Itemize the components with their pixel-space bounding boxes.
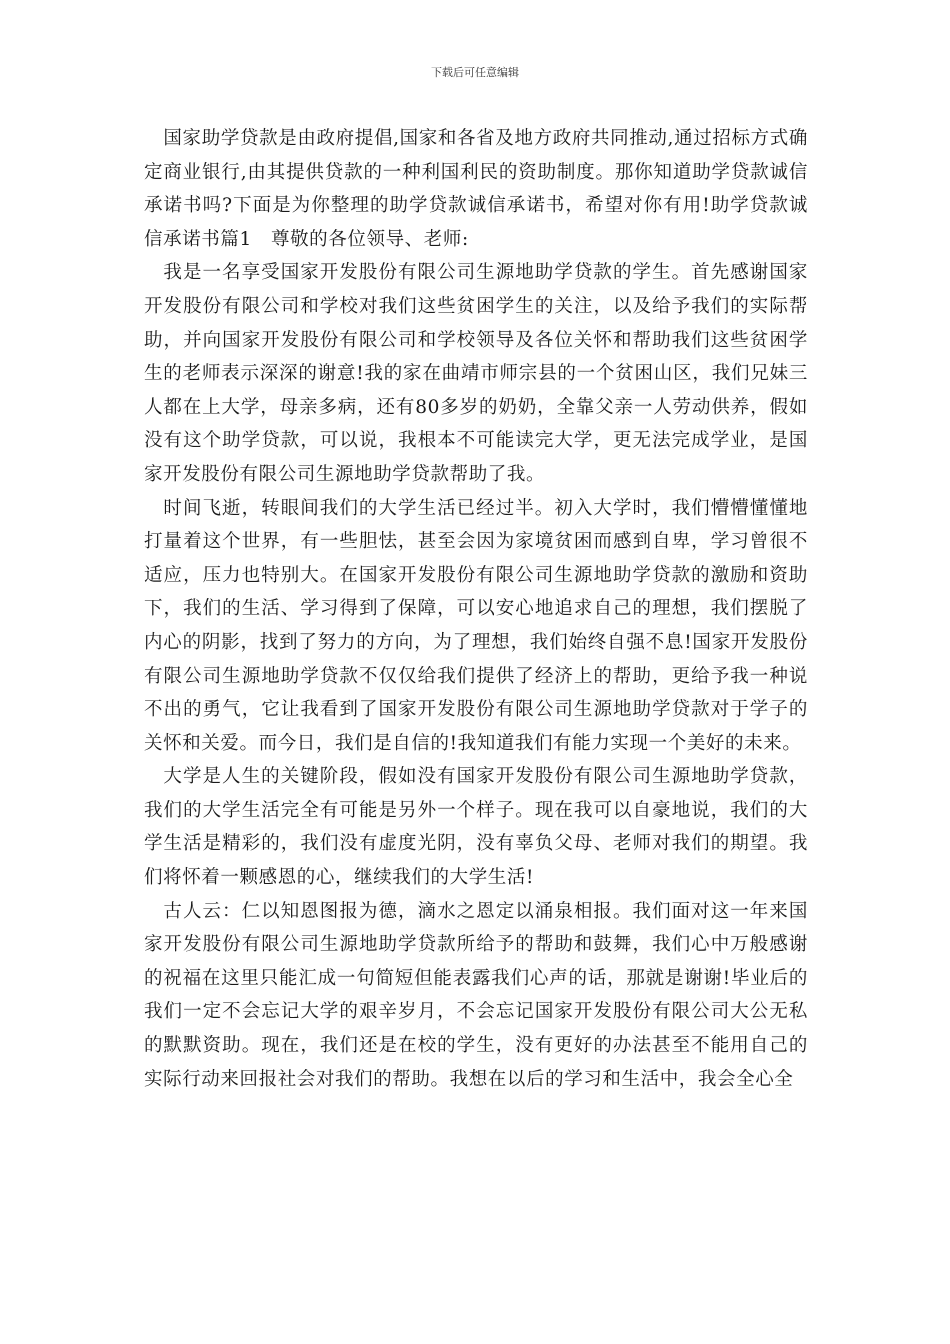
paragraph-intro: 国家助学贷款是由政府提倡,国家和各省及地方政府共同推动,通过招标方式确定商业银行,由其提供贷款的一种利国利民的资助制度。那你知道助学贷款诚信承诺书吗?下面是为你整理的助学贷款诚信承诺书，希望对你有用!助学贷款诚信承诺书篇1 尊敬的各位领导、老师: bbox=[144, 128, 808, 250]
paragraph-key-stage: 大学是人生的关键阶段，假如没有国家开发股份有限公司生源地助学贷款，我们的大学生活完全有可能是另外一个样子。现在我可以自豪地说，我们的大学生活是精彩的，我们没有虚度光阴，没有辜负父母、老师对我们的期望。我们将怀着一颗感恩的心，继续我们的大学生活! bbox=[144, 766, 808, 889]
document-body bbox=[144, 122, 808, 1096]
paragraph-university-life: 时间飞逝，转眼间我们的大学生活已经过半。初入大学时，我们懵懵懂懂地打量着这个世界，有一些胆怯，甚至会因为家境贫困而感到自卑，学习曾很不适应，压力也特别大。在国家开发股份有限公司生源地助学贷款的激励和资助下，我们的生活、学习得到了保障，可以安心地追求自己的理想，我们摆脱了内心的阴影，找到了努力的方向，为了理想，我们始终自强不息!国家开发股份有限公司生源地助学贷款不仅仅给我们提供了经济上的帮助，更给予我一种说不出的勇气，它让我看到了国家开发股份有限公司生源地助学贷款对于学子的关怀和关爱。而今日，我们是自信的!我知道我们有能力实现一个美好的未来。 bbox=[144, 497, 808, 754]
paragraph-gratitude: 古人云：仁以知恩图报为德，滴水之恩定以涌泉相报。我们面对这一年来国家开发股份有限公司生源地助学贷款所给予的帮助和鼓舞，我们心中万般感谢的祝福在这里只能汇成一句简短但能表露我们心声的话，那就是谢谢!毕业后的我们一定不会忘记大学的艰辛岁月，不会忘记国家开发股份有限公司大公无私的默默资助。现在，我们还是在校的学生，没有更好的办法甚至不能用自己的实际行动来回报社会对我们的帮助。我想在以后的学习和生活中，我会全心全 bbox=[144, 900, 808, 1090]
page-header-note: 下载后可任意编辑 bbox=[431, 66, 519, 79]
paragraph-self-introduction: 我是一名享受国家开发股份有限公司生源地助学贷款的学生。首先感谢国家开发股份有限公司和学校对我们这些贫困学生的关注，以及给予我们的实际帮助，并向国家开发股份有限公司和学校领导及各位关怀和帮助我们这些贫困学生的老师表示深深的谢意!我的家在曲靖市师宗县的一个贫困山区，我们兄妹三人都在上大学，母亲多病，还有80多岁的奶奶，全靠父亲一人劳动供养，假如没有这个助学贷款，可以说，我根本不可能读完大学，更无法完成学业，是国家开发股份有限公司生源地助学贷款帮助了我。 bbox=[144, 262, 808, 485]
